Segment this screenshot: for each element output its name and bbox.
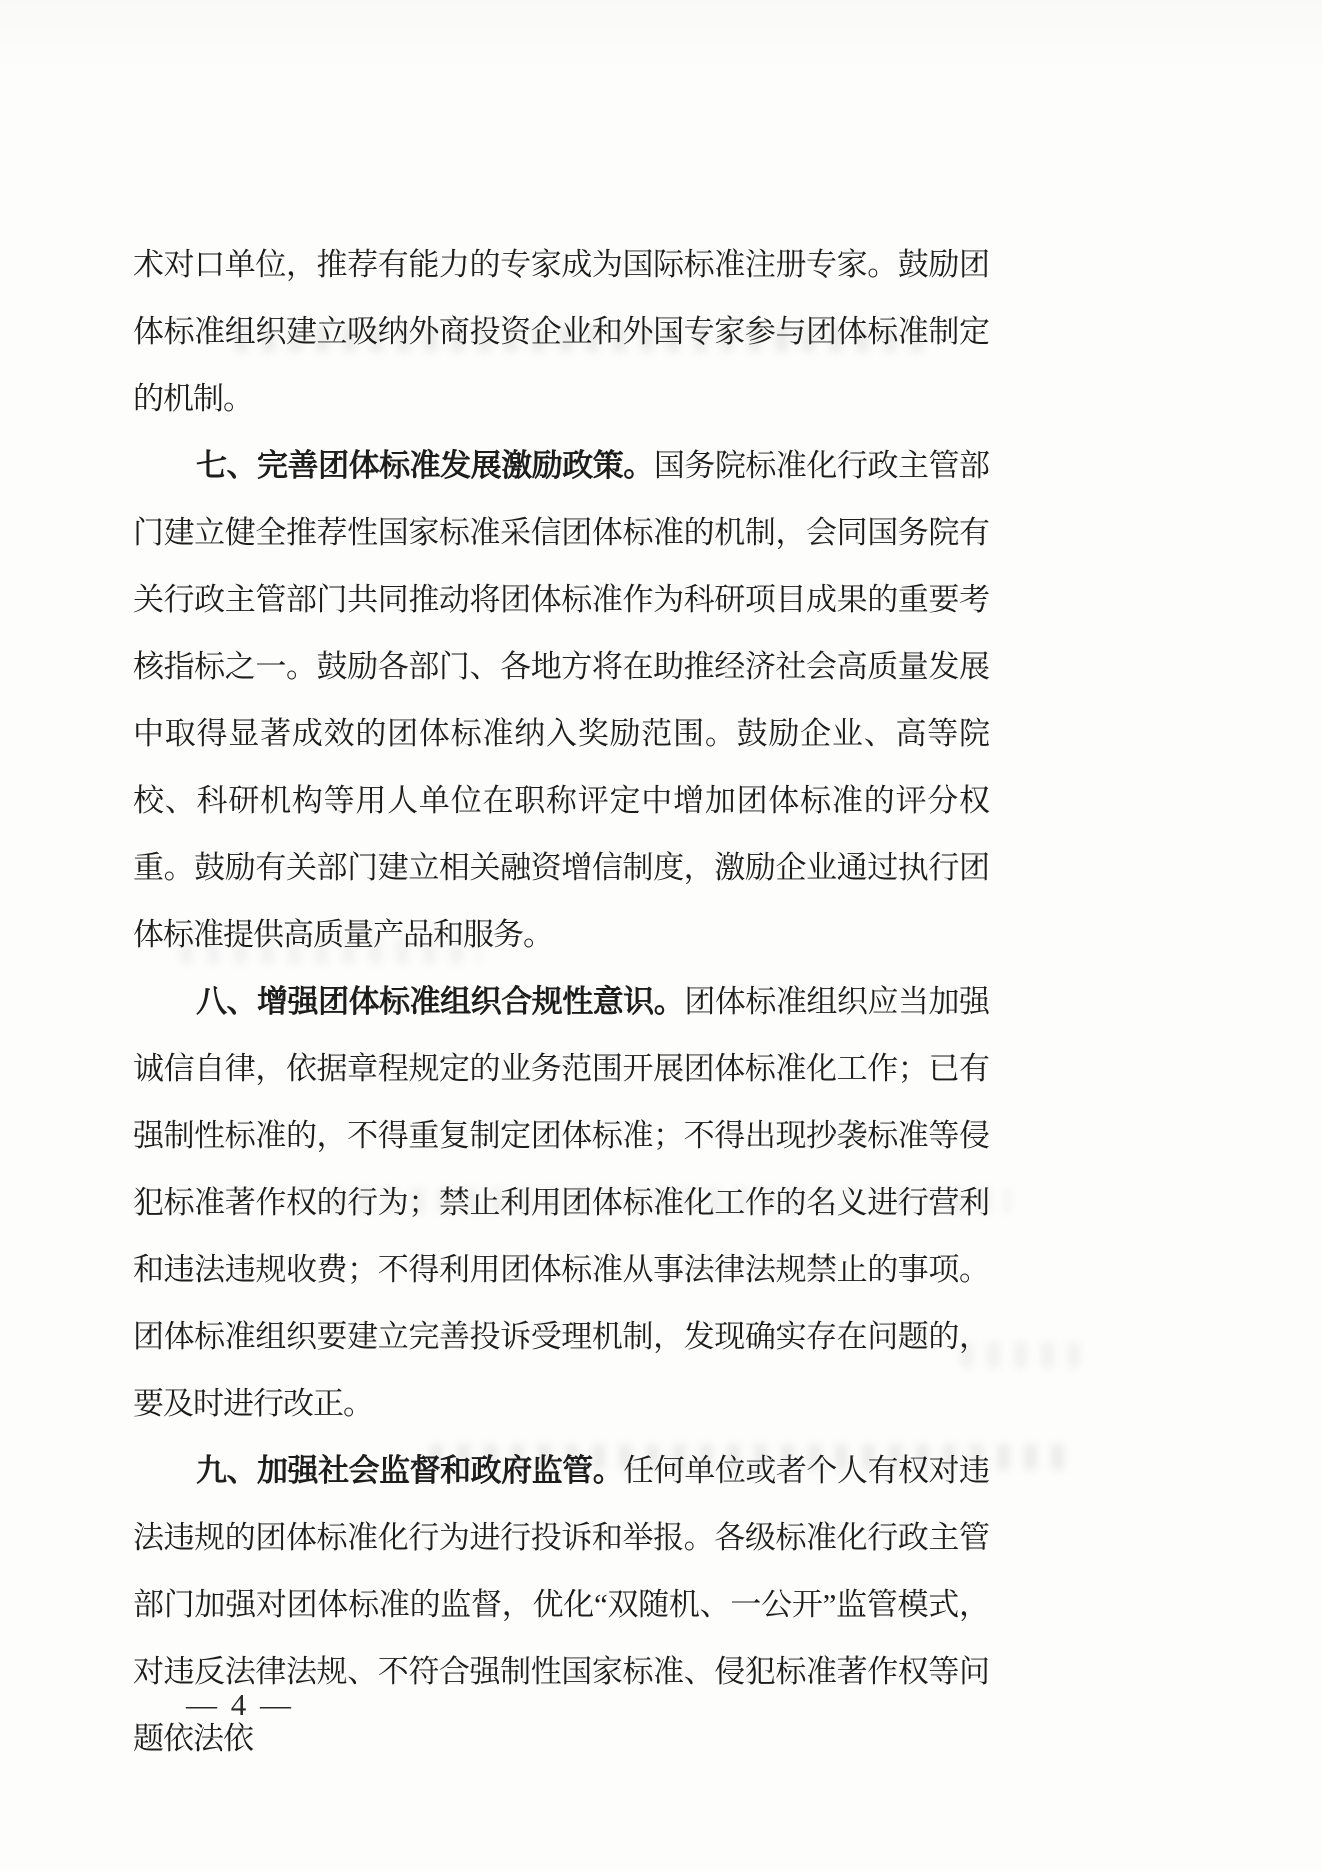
paragraph-text: 国务院标准化行政主管部门建立健全推荐性国家标准采信团体标准的机制，会同国务院有关行政主管部门共同推动将团体标准作为科研项目成果的重要考核指标之一。鼓励各部门、各地方将在助推经济社会高质量发展中取得显著成效的团体标准纳入奖励范围。鼓励企业、高等院校、科研机构等用人单位在职称评定中增加团体标准的评分权重。鼓励有关部门建立相关融资增信制度，激励企业通过执行团体标准提供高质量产品和服务。 xyxy=(133,448,990,952)
section-heading: 八、增强团体标准组织合规性意识。 xyxy=(196,984,685,1019)
paragraph-text: 任何单位或者个人有权对违法违规的团体标准化行为进行投诉和举报。各级标准化行政主管部门加强对团体标准的监督，优化“双随机、一公开”监管模式，对违反法律法规、不符合强制性国家标准、侵犯标准著作权等问题依法依 xyxy=(133,1453,990,1756)
paragraph-text: 团体标准组织应当加强诚信自律，依据章程规定的业务范围开展团体标准化工作；已有强制性标准的，不得重复制定团体标准；不得出现抄袭标准等侵犯标准著作权的行为；禁止利用团体标准化工作的名义进行营利和违法违规收费；不得利用团体标准从事法律法规禁止的事项。团体标准组织要建立完善投诉受理机制，发现确实存在问题的，要及时进行改正。 xyxy=(133,984,990,1421)
document-body xyxy=(133,231,989,1772)
page-number: — 4 — xyxy=(186,1687,294,1722)
paragraph-continuation xyxy=(133,231,989,432)
paragraph-text: 术对口单位，推荐有能力的专家成为国际标准注册专家。鼓励团体标准组织建立吸纳外商投资企业和外国专家参与团体标准制定的机制。 xyxy=(133,247,989,416)
paragraph-section-8 xyxy=(133,968,989,1437)
section-heading: 七、完善团体标准发展激励政策。 xyxy=(196,448,654,483)
section-heading: 九、加强社会监督和政府监管。 xyxy=(196,1453,624,1488)
paragraph-section-7 xyxy=(133,432,989,968)
